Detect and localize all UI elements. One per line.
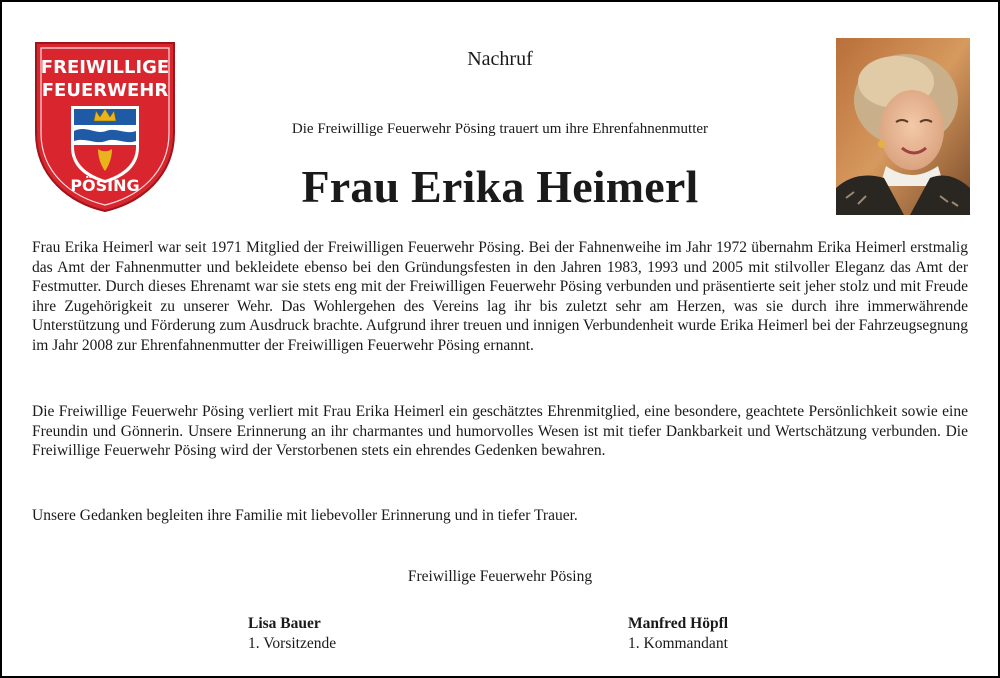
intro-line: Die Freiwillige Feuerwehr Pösing trauert um ihre Ehrenfahnenmutter: [291, 121, 709, 137]
signatory-name: Lisa Bauer: [248, 615, 321, 632]
emblem-town: PÖSING: [70, 176, 140, 195]
paragraph-biography: Frau Erika Heimerl war seit 1971 Mitglied der Freiwilligen Feuerwehr Pösing. Bei der Fahnenweihe im Jahr 1972 übernahm Erika Heimerl erstmalig das Amt der Fahnenmutter und bekleidete ebenso bei den Gründungsfesten in den Jahren 1983, 1993 und 2005 mit stilvoller Eleganz das Amt der Festmutter. Durch dieses Ehrenamt war sie stets eng mit der Freiwilligen Feuerwehr Pösing verbunden und präsentierte seit jeher stolz und mit Freude ihre Zugehörigkeit zu unserer Wehr. Das Wohlergehen des Vereins lag ihr bis zuletzt sehr am Herzen, was sie durch ihre immerwährende Unterstützung und Förderung zum Ausdruck brachte. Aufgrund ihrer treuen und innigen Verbundenheit wurde Erika Heimerl bei der Fahrzeugsegnung im Jahr 2008 zur Ehrenfahnenmutter der Freiwilligen Feuerwehr Pösing ernannt.: [32, 239, 968, 354]
emblem-line1: FREIWILLIGE: [40, 57, 170, 78]
notice-heading: Nachruf: [467, 48, 533, 70]
signatory-role: 1. Kommandant: [628, 635, 728, 652]
emblem-line2: FEUERWEHR: [41, 80, 169, 101]
signatory-commander: [628, 614, 728, 654]
signatory-chair: [248, 614, 336, 654]
organization-signature: Freiwillige Feuerwehr Pösing: [407, 568, 593, 585]
signatory-name: Manfred Höpfl: [628, 615, 729, 632]
signatory-role: 1. Vorsitzende: [248, 635, 337, 652]
deceased-name: Frau Erika Heimerl: [301, 161, 699, 212]
paragraph-condolence: Unsere Gedanken begleiten ihre Familie mit liebevoller Erinnerung und in tiefer Trauer.: [32, 507, 578, 524]
paragraph-tribute: Die Freiwillige Feuerwehr Pösing verliert mit Frau Erika Heimerl ein geschätztes Ehrenmitglied, eine besondere, geachtete Persönlichkeit sowie eine Freundin und Gönnerin. Unsere Erinnerung an ihr charmantes und humorvolles Wesen ist mit tiefer Dankbarkeit und Wertschätzung verbunden. Die Freiwillige Feuerwehr Pösing wird der Verstorbenen stets ein ehrendes Gedenken bewahren.: [32, 403, 968, 460]
